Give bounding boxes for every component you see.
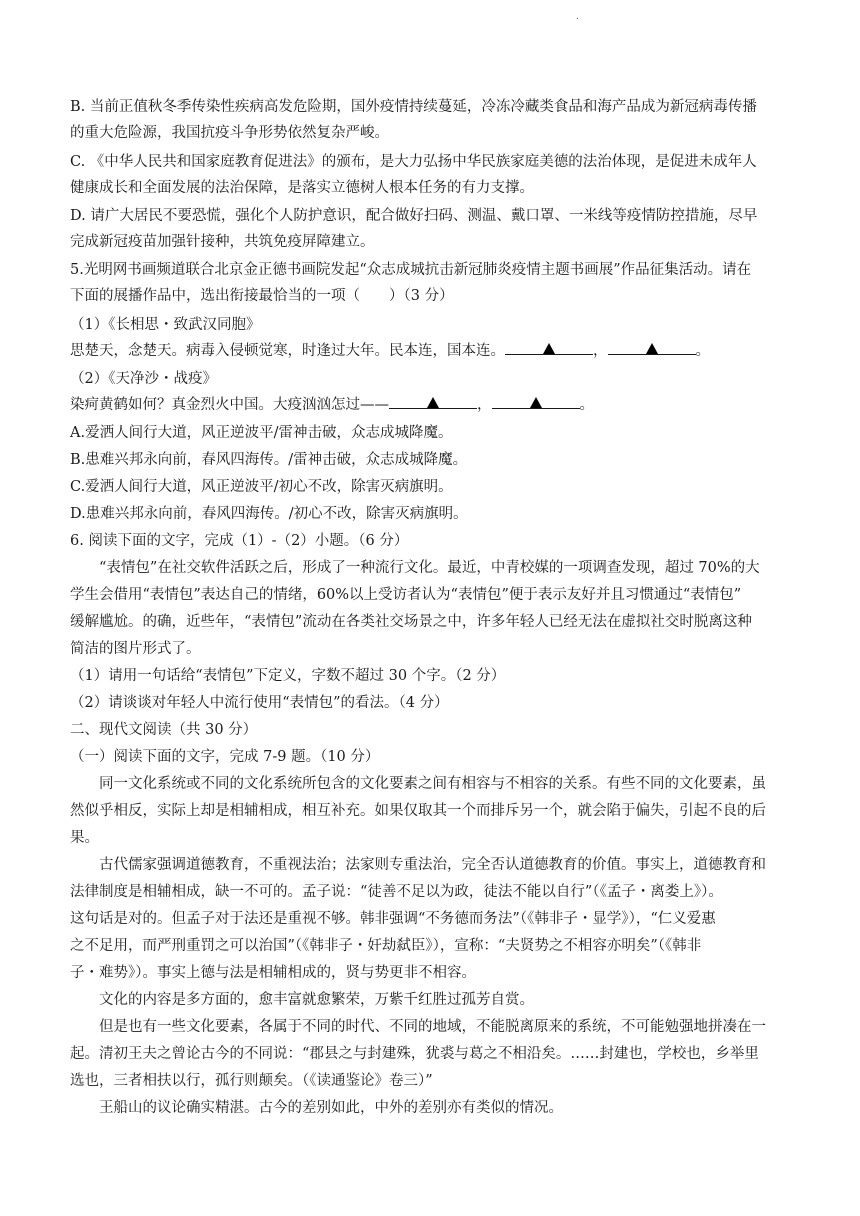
- paragraph-line: 法律制度是相辅相成，缺一不可的。孟子说：“徒善不足以为政，徒法不能以自行”（《孟子・离娄上》）。: [70, 884, 723, 900]
- triangle-icon: [530, 397, 542, 408]
- q4-option-d-line2: 完成新冠疫苗加强针接种，共筑免疫屏障建立。: [70, 234, 375, 250]
- q6-passage-line2: 学生会借用“表情包”表达自己的情绪，60%以上受访者认为“表情包”便于表示友好并且习惯通过“表情包”: [70, 587, 742, 603]
- q5-work1-text: [70, 338, 792, 364]
- paragraph-line: 但是也有一些文化要素，各属于不同的时代、不同的地域，不能脱离原来的系统，不可能勉强地拼凑在一: [99, 1019, 766, 1035]
- paragraph-line: 起。清初王夫之曾论古今的不同说：“郡县之与封建殊，犹裘与葛之不相沿矣。……封建也，学校也，乡举里: [70, 1046, 759, 1062]
- paragraph-line: 同一文化系统或不同的文化系统所包含的文化要素之间有相容与不相容的关系。有些不同的文化要素，虽: [99, 776, 766, 792]
- article-paragraph-1: [70, 771, 792, 852]
- paragraph-line: 之不足用，而严刑重罚之可以治国”（《韩非子・奸劫弑臣》），宣称：“夫贤势之不相容亦明矣”（《韩非: [70, 938, 702, 954]
- section-title: 二、现代文阅读（共 30 分）: [70, 722, 258, 738]
- triangle-icon: [543, 343, 555, 354]
- article-paragraph-3: [70, 987, 792, 1013]
- q4-option-c: [70, 149, 792, 201]
- paragraph-line: 文化的内容是多方面的，愈丰富就愈繁荣，万紫千红胜过孤芳自赏。: [99, 992, 534, 1008]
- triangle-icon: [427, 397, 439, 408]
- q6-passage-line4: 简洁的图片形式了。: [70, 641, 201, 657]
- q5-option-a: A.爱洒人间行大道，风正逆波平/雷神击破，众志成城降魔。: [70, 425, 453, 441]
- q5-option-b: B.患难兴邦永向前，春风四海传。/雷神击破，众志成城降魔。: [70, 452, 468, 468]
- paragraph-line: 选也，三者相扶以行，孤行则颠矣。（《读通鉴论》卷三）”: [70, 1073, 433, 1089]
- answer-blank[interactable]: [389, 392, 477, 409]
- q5-work2-end: 。: [579, 397, 594, 413]
- paragraph-line: 果。: [70, 830, 99, 846]
- answer-blank[interactable]: [492, 392, 580, 409]
- q5-work1-comma: ，: [593, 343, 608, 359]
- header-dot: .: [576, 12, 579, 22]
- q5-work2-title: （2）《天净沙・战疫》: [70, 371, 217, 387]
- paragraph-line: 这句话是对的。但孟子对于法还是重视不够。韩非强调“不务德而务法”（《韩非子・显学》），“仁义爱惠: [70, 911, 716, 927]
- q5-work2-comma: ，: [477, 397, 492, 413]
- q4-option-c-line2: 健康成长和全面发展的法治保障，是落实立德树人根本任务的有力支撑。: [70, 180, 534, 196]
- q6-passage-line3: 缓解尴尬。的确，近些年，“表情包”流动在各类社交场景之中，许多年轻人已经无法在虚拟社交时脱离这种: [70, 614, 752, 630]
- q5-stem-line2: 下面的展播作品中，选出衔接最恰当的一项（ ）（3 分）: [70, 288, 454, 304]
- q5-work2-text: [70, 392, 792, 418]
- paragraph-line: 王船山的议论确实精湛。古今的差别如此，中外的差别亦有类似的情况。: [99, 1100, 563, 1116]
- q6-sub1: （1）请用一句话给“表情包”下定义，字数不超过 30 个字。（2 分）: [70, 668, 506, 684]
- q4-option-d: [70, 203, 792, 255]
- article-paragraph-5: [70, 1095, 792, 1121]
- q4-option-d-line1: D. 请广大居民不要恐慌，强化个人防护意识，配合做好扫码、测温、戴口罩、一米线等疫情防控措施，尽早: [70, 208, 758, 224]
- paragraph-line: 然似乎相反，实际上却是相辅相成，相互补充。如果仅取其一个而排斥另一个，就会陷于偏失，引起不良的后: [70, 803, 766, 819]
- answer-blank[interactable]: [608, 338, 696, 355]
- paragraph-line: 子・难势》）。事实上德与法是相辅相成的，贤与势更非不相容。: [70, 965, 476, 981]
- article-paragraph-4: [70, 1014, 792, 1095]
- paragraph-line: 古代儒家强调道德教育，不重视法治；法家则专重法治，完全否认道德教育的价值。事实上，道德教育和: [99, 857, 766, 873]
- q5-stem-line1: 5.光明网书画频道联合北京金正德书画院发起“众志成城抗击新冠肺炎疫情主题书画展”作品征集活动。请在: [70, 262, 752, 278]
- answer-blank[interactable]: [505, 338, 593, 355]
- q5-stem: [70, 257, 792, 309]
- q6-stem: 6. 阅读下面的文字，完成（1）-（2）小题。（6 分）: [70, 533, 409, 549]
- q5-option-d: D.患难兴邦永向前，春风四海传。/初心不改，除害灭病旗明。: [70, 506, 468, 522]
- article-paragraph-2: [70, 852, 792, 987]
- q5-work1-body: 思楚天，念楚天。病毒入侵顿觉寒，时逢过大年。民本连，国本连。: [70, 343, 505, 359]
- q6-sub2: （2）请谈谈对年轻人中流行使用“表情包”的看法。（4 分）: [70, 695, 449, 711]
- q5-work1-end: 。: [695, 343, 710, 359]
- q5-option-c: C.爱洒人间行大道，风正逆波平/初心不改，除害灭病旗明。: [70, 479, 453, 495]
- q5-work2-body: 染疴黄鹤如何？真金烈火中国。大疫汹汹怎过——: [70, 397, 389, 413]
- q4-option-b-line1: B. 当前正值秋冬季传染性疾病高发危险期，国外疫情持续蔓延，冷冻冷藏类食品和海产品成为新冠病毒传播: [70, 99, 757, 115]
- triangle-icon: [646, 343, 658, 354]
- q5-work1-title: （1）《长相思・致武汉同胞》: [70, 317, 261, 333]
- q6-passage-line1: “表情包”在社交软件活跃之后，形成了一种流行文化。最近，中青校媒的一项调查发现，超过 70%的大: [99, 560, 760, 576]
- q6-passage: [70, 555, 792, 663]
- q4-option-b: [70, 94, 792, 146]
- q4-option-b-line2: 的重大危险源，我国抗疫斗争形势依然复杂严峻。: [70, 125, 389, 141]
- q4-option-c-line1: C. 《中华人民共和国家庭教育促进法》的颁布，是大力弘扬中华民族家庭美德的法治体现，是促进未成年人: [70, 154, 757, 170]
- part-title: （一）阅读下面的文字，完成 7-9 题。（10 分）: [70, 749, 380, 765]
